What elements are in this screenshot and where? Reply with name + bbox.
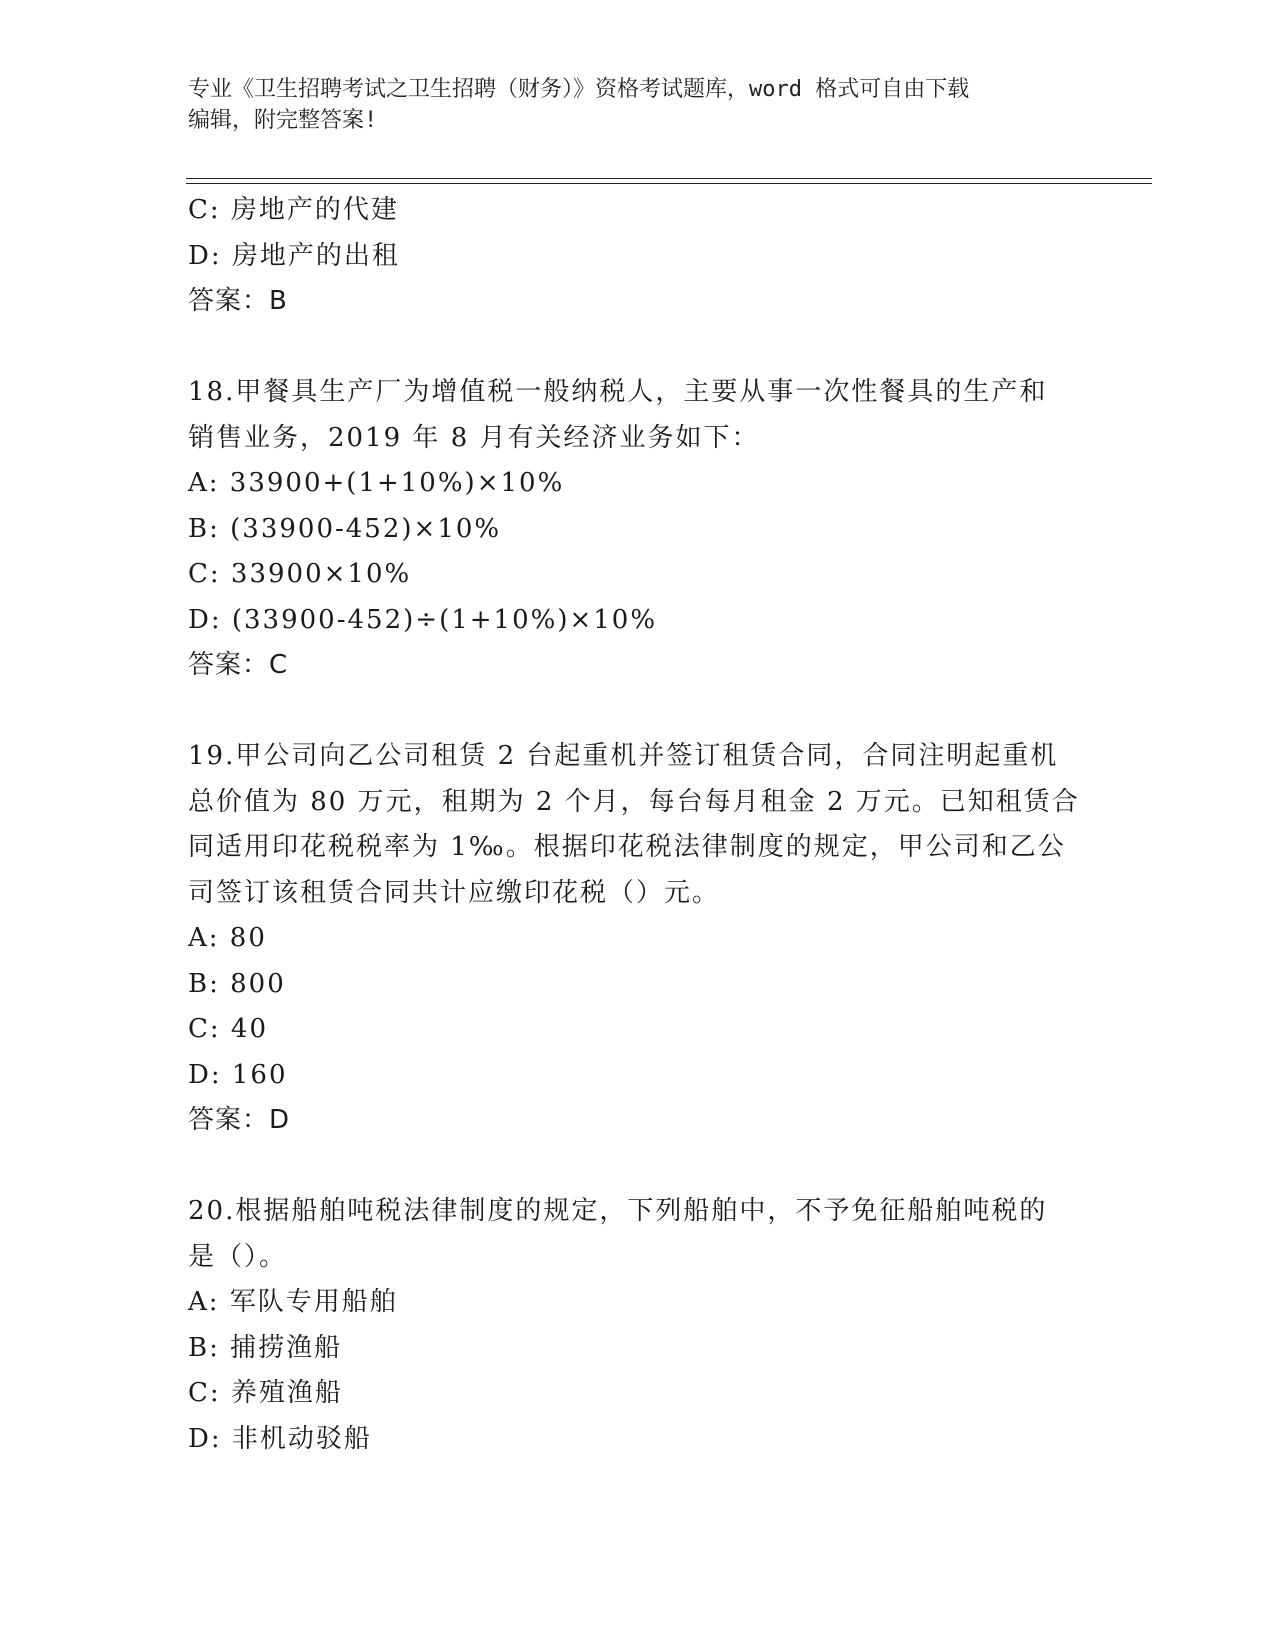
header-line-2: 编辑，附完整答案! [188, 108, 378, 133]
question-17 [188, 188, 1088, 325]
option-c: C: 养殖渔船 [188, 1378, 343, 1408]
question-19 [188, 734, 1088, 1144]
option-b: B: 捕捞渔船 [188, 1332, 343, 1363]
option-a: A: 80 [188, 923, 267, 953]
question-stem: 司签订该租赁合同共计应缴印花税（）元。 [188, 877, 721, 908]
answer: 答案：B [188, 286, 288, 316]
spacer [188, 1144, 1088, 1190]
answer: 答案：D [188, 1105, 291, 1135]
question-stem: 同适用印花税税率为 1‰。根据印花税法律制度的规定，甲公司和乙公 [188, 832, 1066, 862]
question-stem: 销售业务，2019 年 8 月有关经济业务如下： [188, 422, 760, 453]
answer: 答案：C [188, 650, 289, 680]
spacer [188, 325, 1088, 371]
question-stem: 是（）。 [188, 1241, 288, 1272]
question-stem: 18.甲餐具生产厂为增值税一般纳税人，主要从事一次性餐具的生产和 [188, 377, 1048, 407]
option-d: D: 非机动驳船 [188, 1423, 372, 1454]
header-line-1: 专业《卫生招聘考试之卫生招聘（财务）》资格考试题库，word 格式可自由下载 [188, 77, 970, 102]
option-c: C: 33900×10% [188, 559, 412, 589]
option-a: A: 33900+(1+10%)×10% [188, 468, 565, 498]
question-stem: 总价值为 80 万元，租期为 2 个月，每台每月租金 2 万元。已知租赁合 [188, 786, 1080, 817]
spacer [188, 689, 1088, 735]
question-list [188, 188, 1088, 1462]
option-c: C: 房地产的代建 [188, 195, 399, 225]
option-a: A: 军队专用船舶 [188, 1287, 398, 1317]
option-c: C: 40 [188, 1014, 269, 1044]
document-header [188, 74, 1068, 136]
header-rule-bottom [186, 183, 1152, 184]
question-stem: 19.甲公司向乙公司租赁 2 台起重机并签订租赁合同，合同注明起重机 [188, 741, 1059, 771]
option-d: D: 房地产的出租 [188, 240, 400, 271]
header-rule-top [186, 178, 1152, 179]
option-d: D: 160 [188, 1059, 288, 1090]
question-stem: 20.根据船舶吨税法律制度的规定，下列船舶中，不予免征船舶吨税的 [188, 1196, 1048, 1226]
question-20 [188, 1189, 1088, 1462]
option-b: B: (33900-452)×10% [188, 513, 502, 544]
option-b: B: 800 [188, 968, 286, 999]
option-d: D: (33900-452)÷(1+10%)×10% [188, 604, 658, 635]
question-18 [188, 370, 1088, 689]
